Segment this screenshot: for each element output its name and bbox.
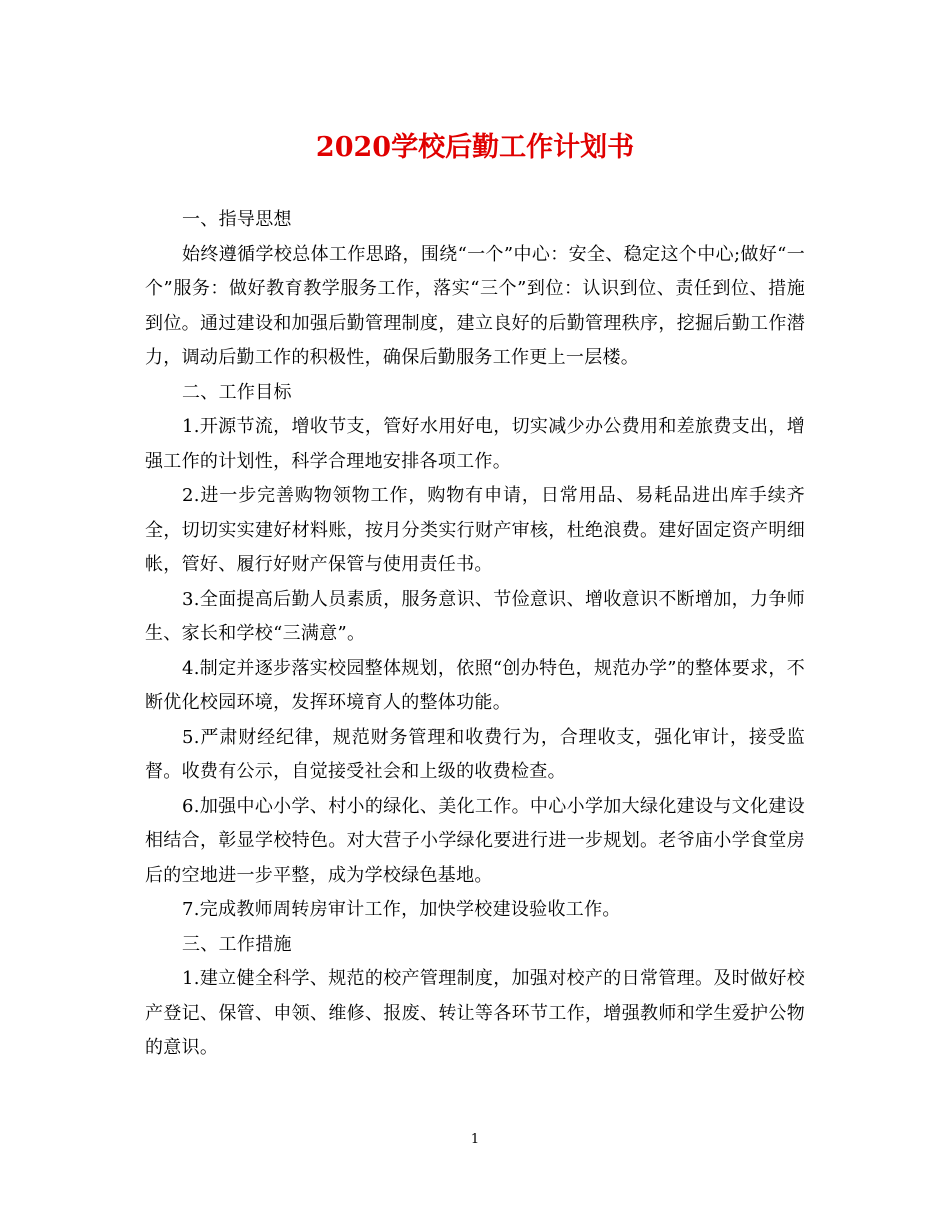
goal-item-7: 7.完成教师周转房审计工作，加快学校建设验收工作。 <box>182 899 621 920</box>
document-body <box>145 203 805 1066</box>
section-heading-work-measures: 三、工作措施 <box>182 933 292 955</box>
section-heading-guiding-ideology: 一、指导思想 <box>182 209 292 230</box>
goal-item-6: 6.加强中心小学、村小的绿化、美化工作。中心小学加大绿化建设与文化建设相结合，彰显学校特色。对大营子小学绿化要进行进一步规划。老爷庙小学食堂房后的空地进一步平整，成为学校绿色基地。 <box>145 795 805 886</box>
document-title: 2020学校后勤工作计划书 <box>315 132 635 163</box>
goal-item-2: 2.进一步完善购物领物工作，购物有申请，日常用品、易耗品进出库手续齐全，切切实实建好材料账，按月分类实行财产审核，杜绝浪费。建好固定资产明细帐，管好、履行好财产保管与使用责任书。 <box>145 485 805 575</box>
paragraph-guiding-ideology: 始终遵循学校总体工作思路，围绕“一个”中心：安全、稳定这个中心;做好“一个”服务：做好教育教学服务工作，落实“三个”到位：认识到位、责任到位、措施到位。通过建设和加强后勤管理制度，建立良好的后勤管理秩序，挖掘后勤工作潜力，调动后勤工作的积极性，确保后勤服务工作更上一层楼。 <box>145 243 805 368</box>
goal-item-4: 4.制定并逐步落实校园整体规划，依照“创办特色，规范办学”的整体要求，不断优化校园环境，发挥环境育人的整体功能。 <box>145 657 805 713</box>
measure-item-1: 1.建立健全科学、规范的校产管理制度，加强对校产的日常管理。及时做好校产登记、保管、申领、维修、报废、转让等各环节工作，增强教师和学生爱护公物的意识。 <box>145 968 805 1058</box>
goal-item-5: 5.严肃财经纪律，规范财务管理和收费行为，合理收支，强化审计，接受监督。收费有公示，自觉接受社会和上级的收费检查。 <box>145 726 805 782</box>
section-heading-work-goals: 二、工作目标 <box>182 381 292 403</box>
goal-item-1: 1.开源节流，增收节支，管好水用好电，切实减少办公费用和差旅费支出，增强工作的计划性，科学合理地安排各项工作。 <box>145 416 805 472</box>
goal-item-3: 3.全面提高后勤人员素质，服务意识、节俭意识、增收意识不断增加，力争师生、家长和学校“三满意”。 <box>145 588 805 644</box>
page-number: 1 <box>470 1132 480 1147</box>
